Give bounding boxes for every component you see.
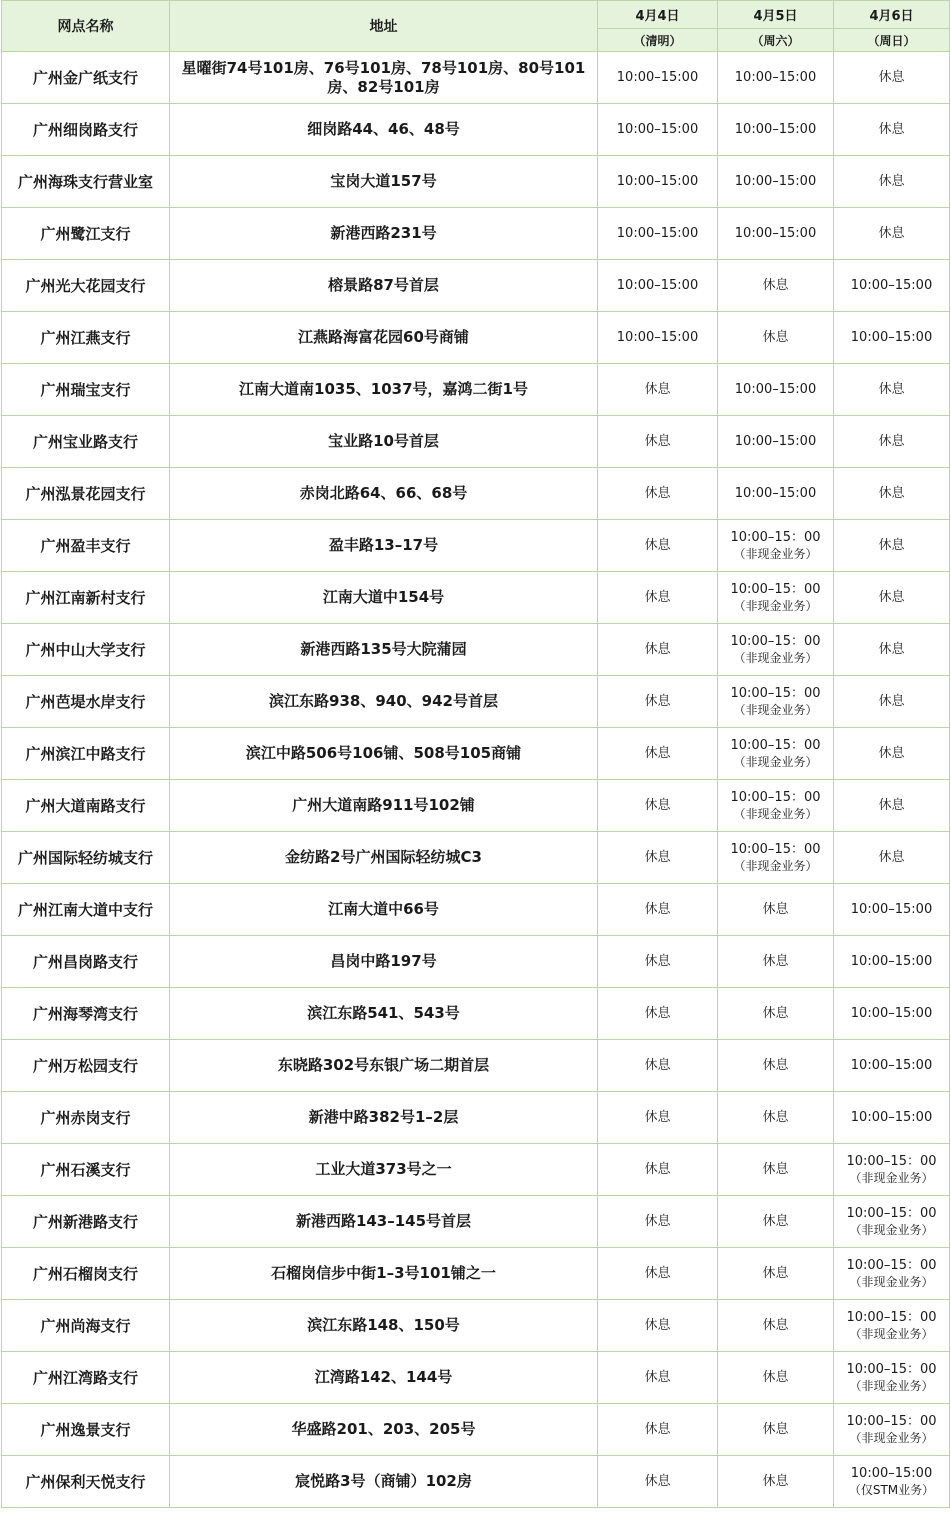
hours-time: 休息	[878, 122, 905, 137]
branch-name: 广州中山大学支行	[2, 624, 170, 676]
hours-day-1	[598, 884, 718, 936]
branch-address: 广州大道南路911号102铺	[170, 780, 598, 832]
table-row	[2, 1144, 950, 1196]
hours-day-3	[834, 676, 950, 728]
branch-address: 滨江中路506号106铺、508号105商铺	[170, 728, 598, 780]
table-row	[2, 884, 950, 936]
hours-time: 休息	[878, 538, 905, 553]
branch-name: 广州芭堤水岸支行	[2, 676, 170, 728]
hours-time: 休息	[878, 382, 905, 397]
branch-name: 广州细岗路支行	[2, 104, 170, 156]
hours-note: （仅STM业务）	[848, 1482, 935, 1497]
branch-address: 滨江东路938、940、942号首层	[170, 676, 598, 728]
hours-time: 10:00–15:00	[850, 1006, 933, 1021]
table-row	[2, 1352, 950, 1404]
hours-time: 休息	[644, 1006, 671, 1021]
table-row	[2, 312, 950, 364]
branch-address: 星曜街74号101房、76号101房、78号101房、80号101房、82号101房	[170, 52, 598, 104]
hours-day-3	[834, 312, 950, 364]
hours-time: 10:00–15:00	[734, 486, 817, 501]
hours-day-1	[598, 780, 718, 832]
hours-time: 休息	[762, 1110, 789, 1125]
branch-address: 新港西路231号	[170, 208, 598, 260]
hours-note: （非现金业务）	[849, 1274, 934, 1289]
hours-note: （非现金业务）	[733, 806, 818, 821]
hours-time: 休息	[762, 902, 789, 917]
hours-day-2	[718, 104, 834, 156]
hours-time: 休息	[762, 1006, 789, 1021]
hours-time: 10:00–15:00	[850, 278, 933, 293]
hours-time: 10:00–15:00	[616, 70, 699, 85]
branch-schedule-table	[1, 0, 950, 1508]
hours-day-3	[834, 1456, 950, 1508]
hours-time: 休息	[878, 798, 905, 813]
hours-day-1	[598, 416, 718, 468]
hours-day-1	[598, 260, 718, 312]
hours-day-3	[834, 936, 950, 988]
table-row	[2, 520, 950, 572]
hours-time: 休息	[644, 850, 671, 865]
branch-address: 石榴岗信步中街1–3号101铺之一	[170, 1248, 598, 1300]
hours-day-3	[834, 1404, 950, 1456]
hours-day-3	[834, 1248, 950, 1300]
hours-day-2	[718, 1040, 834, 1092]
hours-note: （非现金业务）	[733, 598, 818, 613]
branch-name: 广州万松园支行	[2, 1040, 170, 1092]
table-row	[2, 676, 950, 728]
hours-note: （非现金业务）	[733, 754, 818, 769]
branch-name: 广州昌岗路支行	[2, 936, 170, 988]
branch-address: 榕景路87号首层	[170, 260, 598, 312]
hours-time: 10:00–15：00	[730, 529, 821, 545]
branch-name: 广州瑞宝支行	[2, 364, 170, 416]
branch-address: 宝业路10号首层	[170, 416, 598, 468]
hours-time: 休息	[644, 1422, 671, 1437]
table-row	[2, 1300, 950, 1352]
hours-day-3	[834, 520, 950, 572]
hours-time: 休息	[878, 226, 905, 241]
hours-time: 休息	[878, 694, 905, 709]
hours-time: 休息	[644, 538, 671, 553]
hours-time: 休息	[644, 694, 671, 709]
branch-address: 昌岗中路197号	[170, 936, 598, 988]
hours-day-3	[834, 624, 950, 676]
hours-note: （非现金业务）	[733, 650, 818, 665]
hours-time: 10:00–15：00	[730, 841, 821, 857]
header-note-apr6: （周日）	[834, 29, 950, 52]
hours-time: 休息	[878, 174, 905, 189]
hours-day-1	[598, 728, 718, 780]
hours-note: （非现金业务）	[849, 1326, 934, 1341]
hours-time: 休息	[762, 278, 789, 293]
branch-address: 滨江东路541、543号	[170, 988, 598, 1040]
hours-time: 休息	[644, 642, 671, 657]
hours-day-1	[598, 1144, 718, 1196]
hours-day-1	[598, 988, 718, 1040]
table-row	[2, 52, 950, 104]
hours-day-2	[718, 780, 834, 832]
hours-time: 10:00–15:00	[734, 174, 817, 189]
table-row	[2, 1404, 950, 1456]
hours-day-2	[718, 208, 834, 260]
hours-note: （非现金业务）	[733, 546, 818, 561]
hours-time: 休息	[644, 1058, 671, 1073]
hours-day-1	[598, 156, 718, 208]
branch-address: 江南大道南1035、1037号，嘉鸿二街1号	[170, 364, 598, 416]
header-note-apr4: （清明）	[598, 29, 718, 52]
hours-time: 休息	[644, 1110, 671, 1125]
hours-time: 休息	[644, 486, 671, 501]
branch-name: 广州石溪支行	[2, 1144, 170, 1196]
hours-note: （非现金业务）	[849, 1430, 934, 1445]
table-row	[2, 156, 950, 208]
hours-time: 10:00–15:00	[616, 174, 699, 189]
branch-name: 广州石榴岗支行	[2, 1248, 170, 1300]
branch-address: 盈丰路13–17号	[170, 520, 598, 572]
branch-name: 广州江湾路支行	[2, 1352, 170, 1404]
hours-time: 10:00–15：00	[846, 1309, 937, 1325]
hours-time: 休息	[762, 1318, 789, 1333]
hours-day-1	[598, 624, 718, 676]
table-row	[2, 988, 950, 1040]
branch-name: 广州滨江中路支行	[2, 728, 170, 780]
hours-day-2	[718, 1144, 834, 1196]
hours-time: 10:00–15:00	[734, 122, 817, 137]
hours-time: 休息	[762, 1370, 789, 1385]
hours-day-2	[718, 676, 834, 728]
branch-name: 广州国际轻纺城支行	[2, 832, 170, 884]
hours-time: 10:00–15:00	[734, 434, 817, 449]
table-row	[2, 260, 950, 312]
branch-address: 宸悦路3号（商铺）102房	[170, 1456, 598, 1508]
branch-address: 东晓路302号东银广场二期首层	[170, 1040, 598, 1092]
hours-day-1	[598, 1300, 718, 1352]
hours-day-2	[718, 884, 834, 936]
hours-day-1	[598, 1196, 718, 1248]
hours-day-1	[598, 1352, 718, 1404]
hours-time: 休息	[644, 1370, 671, 1385]
hours-day-1	[598, 832, 718, 884]
hours-day-2	[718, 520, 834, 572]
hours-time: 休息	[644, 590, 671, 605]
table-row	[2, 1196, 950, 1248]
hours-day-1	[598, 1248, 718, 1300]
hours-day-3	[834, 1040, 950, 1092]
branch-name: 广州江南新村支行	[2, 572, 170, 624]
hours-time: 10:00–15：00	[846, 1413, 937, 1429]
branch-name: 广州江燕支行	[2, 312, 170, 364]
hours-time: 10:00–15:00	[616, 278, 699, 293]
hours-note: （非现金业务）	[849, 1378, 934, 1393]
hours-note: （非现金业务）	[733, 702, 818, 717]
hours-time: 休息	[644, 798, 671, 813]
hours-day-1	[598, 1040, 718, 1092]
table-row	[2, 208, 950, 260]
table-row	[2, 468, 950, 520]
hours-day-3	[834, 1352, 950, 1404]
hours-day-1	[598, 364, 718, 416]
hours-day-2	[718, 52, 834, 104]
hours-day-2	[718, 572, 834, 624]
hours-day-1	[598, 572, 718, 624]
branch-name: 广州鹭江支行	[2, 208, 170, 260]
hours-time: 10:00–15：00	[730, 685, 821, 701]
hours-day-2	[718, 416, 834, 468]
hours-day-2	[718, 1404, 834, 1456]
hours-day-2	[718, 1092, 834, 1144]
branch-address: 细岗路44、46、48号	[170, 104, 598, 156]
hours-day-1	[598, 936, 718, 988]
hours-time: 休息	[878, 590, 905, 605]
table-row	[2, 1092, 950, 1144]
hours-day-2	[718, 364, 834, 416]
branch-address: 江燕路海富花园60号商铺	[170, 312, 598, 364]
hours-day-3	[834, 728, 950, 780]
hours-time: 10:00–15:00	[850, 1058, 933, 1073]
hours-day-2	[718, 1196, 834, 1248]
hours-time: 10:00–15:00	[734, 70, 817, 85]
hours-day-2	[718, 988, 834, 1040]
branch-name: 广州光大花园支行	[2, 260, 170, 312]
hours-day-2	[718, 936, 834, 988]
hours-time: 10:00–15：00	[730, 633, 821, 649]
hours-time: 休息	[878, 486, 905, 501]
hours-day-2	[718, 312, 834, 364]
hours-time: 10:00–15：00	[846, 1153, 937, 1169]
hours-day-3	[834, 156, 950, 208]
hours-day-1	[598, 1092, 718, 1144]
table-row	[2, 728, 950, 780]
hours-day-3	[834, 1196, 950, 1248]
hours-day-1	[598, 104, 718, 156]
hours-day-2	[718, 832, 834, 884]
hours-day-2	[718, 1456, 834, 1508]
hours-time: 休息	[762, 1162, 789, 1177]
table-row	[2, 780, 950, 832]
header-address: 地址	[170, 1, 598, 52]
branch-address: 工业大道373号之一	[170, 1144, 598, 1196]
hours-time: 10:00–15:00	[850, 1110, 933, 1125]
table-body	[2, 52, 950, 1508]
table-row	[2, 1456, 950, 1508]
hours-time: 休息	[762, 1214, 789, 1229]
hours-day-3	[834, 1092, 950, 1144]
hours-time: 休息	[644, 746, 671, 761]
branch-name: 广州大道南路支行	[2, 780, 170, 832]
branch-name: 广州海珠支行营业室	[2, 156, 170, 208]
hours-time: 休息	[644, 1214, 671, 1229]
branch-name: 广州尚海支行	[2, 1300, 170, 1352]
hours-day-3	[834, 832, 950, 884]
branch-address: 江湾路142、144号	[170, 1352, 598, 1404]
hours-time: 休息	[762, 1422, 789, 1437]
branch-address: 宝岗大道157号	[170, 156, 598, 208]
hours-note: （非现金业务）	[849, 1170, 934, 1185]
hours-day-3	[834, 260, 950, 312]
hours-time: 10:00–15:00	[734, 382, 817, 397]
branch-name: 广州江南大道中支行	[2, 884, 170, 936]
branch-address: 江南大道中66号	[170, 884, 598, 936]
hours-day-1	[598, 468, 718, 520]
hours-day-2	[718, 1352, 834, 1404]
hours-day-3	[834, 1144, 950, 1196]
table-row	[2, 1040, 950, 1092]
hours-time: 休息	[762, 1058, 789, 1073]
branch-name: 广州金广纸支行	[2, 52, 170, 104]
hours-day-3	[834, 780, 950, 832]
hours-time: 休息	[762, 1474, 789, 1489]
hours-time: 10:00–15：00	[846, 1257, 937, 1273]
branch-name: 广州赤岗支行	[2, 1092, 170, 1144]
hours-note: （非现金业务）	[849, 1222, 934, 1237]
table-row	[2, 832, 950, 884]
hours-time: 休息	[644, 434, 671, 449]
header-date-apr5: 4月5日	[718, 1, 834, 29]
hours-time: 休息	[644, 382, 671, 397]
table-row	[2, 416, 950, 468]
hours-day-1	[598, 312, 718, 364]
hours-time: 休息	[762, 1266, 789, 1281]
table-row	[2, 572, 950, 624]
hours-day-3	[834, 364, 950, 416]
hours-day-1	[598, 1456, 718, 1508]
hours-time: 休息	[878, 746, 905, 761]
hours-day-3	[834, 416, 950, 468]
hours-time: 休息	[762, 954, 789, 969]
branch-address: 新港西路143–145号首层	[170, 1196, 598, 1248]
hours-time: 休息	[878, 642, 905, 657]
header-note-apr5: （周六）	[718, 29, 834, 52]
branch-name: 广州新港路支行	[2, 1196, 170, 1248]
branch-address: 滨江东路148、150号	[170, 1300, 598, 1352]
hours-day-2	[718, 468, 834, 520]
hours-time: 10:00–15:00	[616, 330, 699, 345]
branch-address: 赤岗北路64、66、68号	[170, 468, 598, 520]
branch-name: 广州泓景花园支行	[2, 468, 170, 520]
hours-time: 10:00–15:00	[850, 902, 933, 917]
hours-time: 10:00–15：00	[730, 581, 821, 597]
header-branch-name: 网点名称	[2, 1, 170, 52]
hours-day-2	[718, 728, 834, 780]
hours-time: 10:00–15:00	[850, 330, 933, 345]
hours-day-2	[718, 156, 834, 208]
hours-day-3	[834, 52, 950, 104]
hours-time: 10:00–15：00	[730, 737, 821, 753]
hours-day-2	[718, 260, 834, 312]
hours-time: 10:00–15:00	[616, 122, 699, 137]
hours-day-3	[834, 208, 950, 260]
table-row	[2, 364, 950, 416]
table-row	[2, 624, 950, 676]
hours-time: 休息	[644, 954, 671, 969]
branch-name: 广州海琴湾支行	[2, 988, 170, 1040]
header-date-apr4: 4月4日	[598, 1, 718, 29]
hours-time: 休息	[644, 1266, 671, 1281]
branch-address: 金纺路2号广州国际轻纺城C3	[170, 832, 598, 884]
hours-day-3	[834, 572, 950, 624]
hours-day-3	[834, 1300, 950, 1352]
hours-day-1	[598, 1404, 718, 1456]
hours-time: 10:00–15:00	[850, 954, 933, 969]
branch-address: 新港中路382号1–2层	[170, 1092, 598, 1144]
header-date-apr6: 4月6日	[834, 1, 950, 29]
branch-address: 江南大道中154号	[170, 572, 598, 624]
table-row	[2, 104, 950, 156]
hours-time: 休息	[878, 434, 905, 449]
hours-note: （非现金业务）	[733, 858, 818, 873]
hours-day-3	[834, 884, 950, 936]
hours-time: 10:00–15:00	[616, 226, 699, 241]
hours-time: 休息	[762, 330, 789, 345]
hours-day-3	[834, 988, 950, 1040]
hours-day-1	[598, 520, 718, 572]
branch-name: 广州宝业路支行	[2, 416, 170, 468]
hours-day-2	[718, 1248, 834, 1300]
hours-time: 休息	[878, 850, 905, 865]
branch-name: 广州盈丰支行	[2, 520, 170, 572]
branch-name: 广州保利天悦支行	[2, 1456, 170, 1508]
hours-time: 休息	[878, 70, 905, 85]
hours-day-3	[834, 468, 950, 520]
hours-day-1	[598, 208, 718, 260]
hours-time: 休息	[644, 1474, 671, 1489]
hours-time: 10:00–15:00	[734, 226, 817, 241]
branch-name: 广州逸景支行	[2, 1404, 170, 1456]
hours-time: 10:00–15：00	[846, 1205, 937, 1221]
table-row	[2, 936, 950, 988]
hours-time: 休息	[644, 1162, 671, 1177]
hours-day-3	[834, 104, 950, 156]
table-row	[2, 1248, 950, 1300]
hours-day-1	[598, 52, 718, 104]
hours-day-2	[718, 624, 834, 676]
hours-time: 休息	[644, 1318, 671, 1333]
header-row	[2, 1, 950, 29]
branch-address: 新港西路135号大院蒲园	[170, 624, 598, 676]
hours-time: 10:00–15：00	[730, 789, 821, 805]
hours-time: 10:00–15:00	[850, 1465, 933, 1481]
hours-day-1	[598, 676, 718, 728]
hours-day-2	[718, 1300, 834, 1352]
branch-address: 华盛路201、203、205号	[170, 1404, 598, 1456]
hours-time: 10:00–15：00	[846, 1361, 937, 1377]
hours-time: 休息	[644, 902, 671, 917]
